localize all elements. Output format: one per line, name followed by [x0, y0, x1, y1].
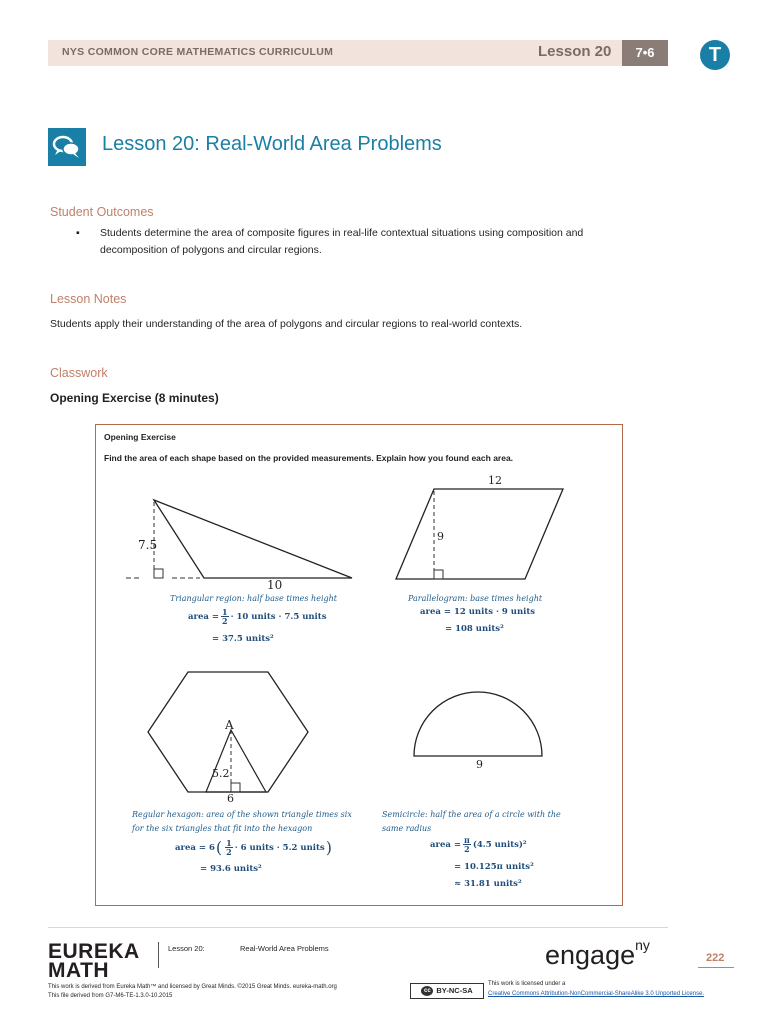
semicircle-caption-1: Semicircle: half the area of a circle with the [382, 810, 561, 819]
triangle-height-label: 7.5 [138, 538, 158, 552]
footer-lesson-label: Lesson 20: [168, 944, 205, 953]
teacher-badge: T [700, 40, 730, 70]
engageny-logo: engage$^{ny}$ [545, 937, 650, 970]
eureka-math-logo: EUREKA MATH [48, 940, 140, 982]
page-number: 222 [706, 952, 725, 964]
cc-license-badge[interactable]: cc BY-NC-SA [410, 983, 484, 999]
notes-heading: Lesson Notes [50, 292, 127, 306]
triangle-base-label: 10 [267, 578, 283, 592]
hexagon-height-label: 5.2 [212, 767, 230, 780]
semicircle-diameter-label: 9 [476, 758, 483, 771]
bullet-marker: ▪ [76, 227, 80, 239]
semicircle-result-exact: = 10.125π units² [454, 862, 534, 872]
figures-canvas [96, 470, 620, 800]
copyright-line-2: This file derived from G7-M6-TE-1.3.0-10.2015 [48, 993, 173, 999]
speech-bubbles-icon [48, 128, 86, 166]
license-link[interactable]: Creative Commons Attribution-NonCommercial-ShareAlike 3.0 Unported License. [488, 991, 705, 997]
parallelogram-figure [396, 489, 563, 579]
hexagon-formula-lhs: area = 6 [175, 842, 215, 853]
outcome-line-1: Students determine the area of composite figures in real-life contextual situations using composition and [100, 227, 584, 239]
hexagon-formula-rhs: · 6 units · 5.2 units [234, 842, 325, 853]
hexagon-result: = 93.6 units² [200, 864, 262, 874]
triangle-formula-lhs: area = [188, 611, 219, 622]
hexagon-caption-1: Regular hexagon: area of the shown triangle times six [132, 810, 352, 819]
grade-badge: 7•6 [622, 40, 668, 66]
footer-separator [158, 942, 159, 968]
exercise-instructions: Find the area of each shape based on the provided measurements. Explain how you found each area. [104, 453, 514, 463]
parallelogram-top-label: 12 [488, 474, 502, 487]
footer-divider [48, 927, 668, 928]
hexagon-base-label: 6 [227, 792, 234, 805]
outcome-line-2: decomposition of polygons and circular regions. [100, 244, 322, 256]
header-lesson: Lesson 20 [538, 43, 612, 60]
semicircle-formula-rhs: (4.5 units)² [472, 839, 527, 850]
hexagon-caption-2: for the six triangles that fit into the hexagon [132, 824, 313, 833]
triangle-figure [126, 500, 352, 578]
cc-icon: cc [421, 986, 433, 996]
page-title: Lesson 20: Real-World Area Problems [102, 133, 442, 155]
semicircle-figure [414, 692, 542, 756]
classwork-heading: Classwork [50, 366, 108, 380]
footer-lesson-name: Real-World Area Problems [240, 944, 329, 953]
exercise-title: Opening Exercise [104, 432, 176, 442]
triangle-result: = 37.5 units² [212, 634, 274, 644]
triangle-caption: Triangular region: half base times height [170, 594, 337, 603]
page-number-underline [698, 967, 734, 968]
semicircle-result-approx: ≈ 31.81 units² [454, 879, 522, 889]
triangle-formula-rhs: · 10 units · 7.5 units [230, 611, 327, 622]
opening-exercise-heading: Opening Exercise (8 minutes) [50, 391, 219, 405]
outcomes-heading: Student Outcomes [50, 205, 154, 219]
semicircle-formula [430, 836, 527, 853]
triangle-formula [188, 608, 327, 625]
half-fraction: $\frac{1}{2}$ [221, 607, 228, 626]
hexagon-vertex-label: A [225, 718, 234, 732]
notes-text: Students apply their understanding of the area of polygons and circular regions to real-world contexts. [50, 318, 523, 330]
half-fraction: 1 2 [226, 838, 232, 857]
hexagon-formula: area = 6 ( 1 2 · 6 units · 5.2 units ) [175, 838, 332, 857]
semicircle-caption-2: same radius [382, 824, 432, 833]
parallelogram-formula: area = 12 units · 9 units [420, 607, 536, 617]
pi-fraction: $\frac{\pi}{2}$ [463, 835, 470, 854]
copyright-line-1: This work is derived from Eureka Math™ and licensed by Great Minds. ©2015 Great Minds. eureka-math.org [48, 984, 337, 990]
parallelogram-caption: Parallelogram: base times height [408, 594, 543, 603]
parallelogram-height-label: 9 [437, 530, 444, 543]
parallelogram-result: = 108 units² [445, 624, 504, 634]
semicircle-formula-lhs: area = [430, 839, 461, 850]
curriculum-title: NYS COMMON CORE MATHEMATICS CURRICULUM [62, 46, 334, 58]
license-line-1: This work is licensed under a [488, 981, 566, 987]
